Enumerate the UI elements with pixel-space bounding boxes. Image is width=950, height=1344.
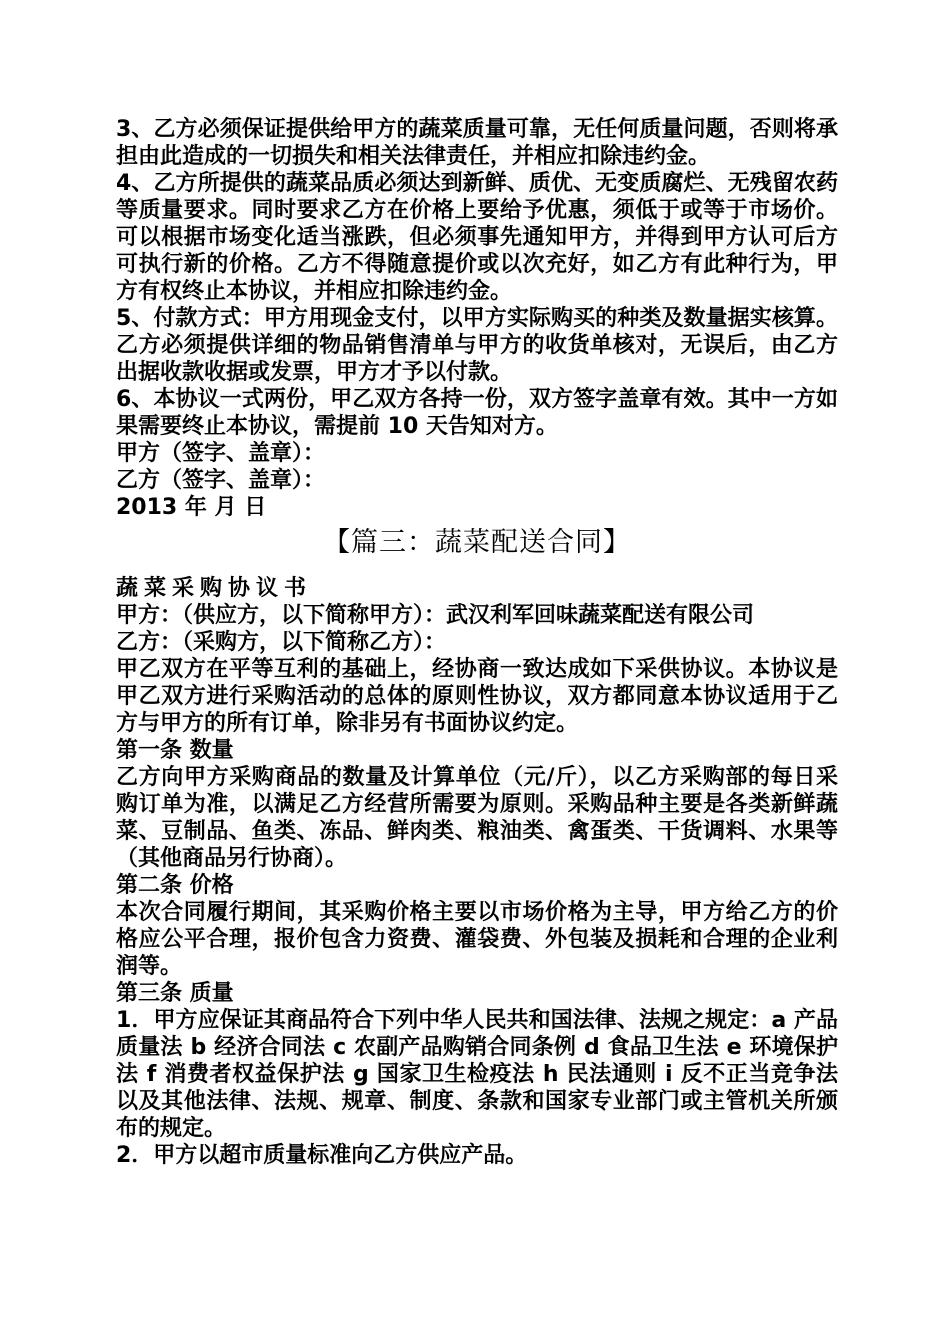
article-2-heading: 第二条 价格 bbox=[116, 873, 234, 898]
article-3-item-1: 1．甲方应保证其商品符合下列中华人民共和国法律、法规之规定：a 产品质量法 b 经济合同法 c 农副产品购销合同条例 d 食品卫生法 e 环境保护法 f 消费者权益保护法 g 国家卫生检疫法 h 民法通则 i 反不正当竞争法以及其他法律、法规、规章、制度、条款和国家专业部门或主管机关所颁布的规定。 bbox=[116, 1008, 838, 1141]
article-1-heading: 第一条 数量 bbox=[116, 738, 234, 763]
party-b-signature-line: 乙方（签字、盖章）： bbox=[116, 468, 326, 493]
article-3-item-2: 2．甲方以超市质量标准向乙方供应产品。 bbox=[116, 1143, 528, 1168]
clause-5-paragraph: 5、付款方式：甲方用现金支付，以甲方实际购买的种类及数量据实核算。乙方必须提供详细的物品销售清单与甲方的收货单核对，无误后，由乙方出据收款收据或发票，甲方才予以付款。 bbox=[116, 306, 838, 385]
party-a-signature-line: 甲方（签字、盖章）： bbox=[116, 441, 326, 466]
preamble-paragraph: 甲乙双方在平等互利的基础上，经协商一致达成如下采供协议。本协议是甲乙双方进行采购活动的总体的原则性协议，双方都同意本协议适用于乙方与甲方的所有订单，除非另有书面协议约定。 bbox=[116, 657, 838, 736]
party-a-line: 甲方：（供应方，以下简称甲方）：武汉利军回味蔬菜配送有限公司 bbox=[116, 603, 755, 628]
date-line: 2013 年 月 日 bbox=[116, 495, 267, 520]
agreement-title: 蔬菜采购协议书 bbox=[116, 576, 313, 601]
clause-6-paragraph: 6、本协议一式两份，甲乙双方各持一份，双方签字盖章有效。其中一方如果需要终止本协议，需提前 10 天告知对方。 bbox=[116, 387, 838, 439]
section-heading: 【篇三：蔬菜配送合同】 bbox=[323, 527, 631, 558]
article-3-heading: 第三条 质量 bbox=[116, 981, 234, 1006]
document-page bbox=[116, 116, 838, 1169]
article-2-paragraph: 本次合同履行期间，其采购价格主要以市场价格为主导，甲方给乙方的价格应公平合理，报价包含力资费、灌袋费、外包装及损耗和合理的企业利润等。 bbox=[116, 900, 838, 979]
article-1-paragraph: 乙方向甲方采购商品的数量及计算单位（元/斤），以乙方采购部的每日采购订单为准，以满足乙方经营所需要为原则。采购品种主要是各类新鲜蔬菜、豆制品、鱼类、冻品、鲜肉类、粮油类、禽蛋类、干货调料、水果等（其他商品另行协商）。 bbox=[116, 765, 838, 871]
party-b-line: 乙方：（采购方，以下简称乙方）： bbox=[116, 630, 447, 655]
clause-4-paragraph: 4、乙方所提供的蔬菜品质必须达到新鲜、质优、无变质腐烂、无残留农药等质量要求。同时要求乙方在价格上要给予优惠，须低于或等于市场价。可以根据市场变化适当涨跌，但必须事先通知甲方，并得到甲方认可后方可执行新的价格。乙方不得随意提价或以次充好，如乙方有此种行为，甲方有权终止本协议，并相应扣除违约金。 bbox=[116, 171, 838, 304]
clause-3-paragraph: 3、乙方必须保证提供给甲方的蔬菜质量可靠，无任何质量问题，否则将承担由此造成的一切损失和相关法律责任，并相应扣除违约金。 bbox=[116, 117, 838, 169]
